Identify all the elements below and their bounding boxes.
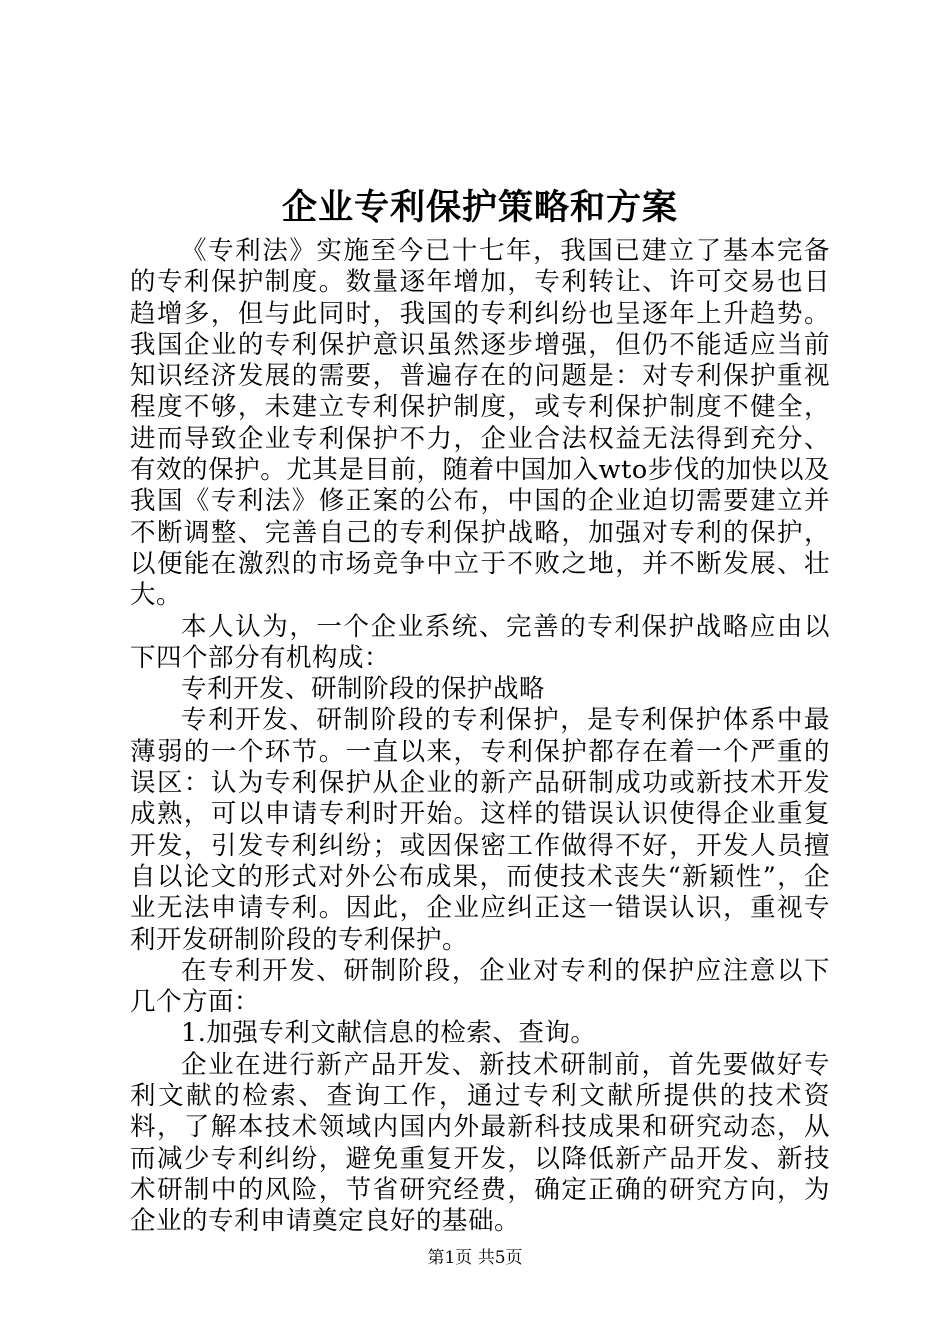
paragraph-development-stage: 专利开发、研制阶段的专利保护，是专利保护体系中最薄弱的一个环节。一直以来，专利保护都存在着一个严重的误区：认为专利保护从企业的新产品研制成功或新技术开发成熟，可以申请专利时开始。这样的错误认识使得企业重复开发，引发专利纠纷；或因保密工作做得不好，开发人员擅自以论文的形式对外公布成果，而使技术丧失“新颖性”，企业无法申请专利。因此，企业应纠正这一错误认识，重视专利开发研制阶段的专利保护。 <box>130 705 830 955</box>
document-page <box>130 180 830 1238</box>
list-item-1-heading: 1.加强专利文献信息的检索、查询。 <box>181 1018 597 1049</box>
paragraph-strategy-parts: 本人认为，一个企业系统、完善的专利保护战略应由以下四个部分有机构成： <box>130 611 830 673</box>
paragraph-aspects: 在专利开发、研制阶段，企业对专利的保护应注意以下几个方面： <box>130 955 830 1018</box>
section-heading-development-stage: 专利开发、研制阶段的保护战略 <box>181 674 546 705</box>
document-title: 企业专利保护策略和方案 <box>281 187 678 228</box>
page-footer: 第1页 共5页 <box>427 1248 523 1268</box>
paragraph-patent-search: 企业在进行新产品开发、新技术研制前，首先要做好专利文献的检索、查询工作，通过专利文献所提供的技术资料，了解本技术领域内国内外最新科技成果和研究动态，从而减少专利纠纷，避免重复开发，以降低新产品开发、新技术研制中的风险，节省研究经费，确定正确的研究方向，为企业的专利申请奠定良好的基础。 <box>130 1049 830 1237</box>
paragraph-intro: 《专利法》实施至今已十七年，我国已建立了基本完备的专利保护制度。数量逐年增加，专利转让、许可交易也日趋增多，但与此同时，我国的专利纠纷也呈逐年上升趋势。我国企业的专利保护意识虽然逐步增强，但仍不能适应当前知识经济发展的需要，普遍存在的问题是：对专利保护重视程度不够，未建立专利保护制度，或专利保护制度不健全，进而导致企业专利保护不力，企业合法权益无法得到充分、有效的保护。尤其是目前，随着中国加入wto步伐的加快以及我国《专利法》修正案的公布，中国的企业迫切需要建立并不断调整、完善自己的专利保护战略，加强对专利的保护，以便能在激烈的市场竞争中立于不败之地，并不断发展、壮大。 <box>130 236 830 611</box>
